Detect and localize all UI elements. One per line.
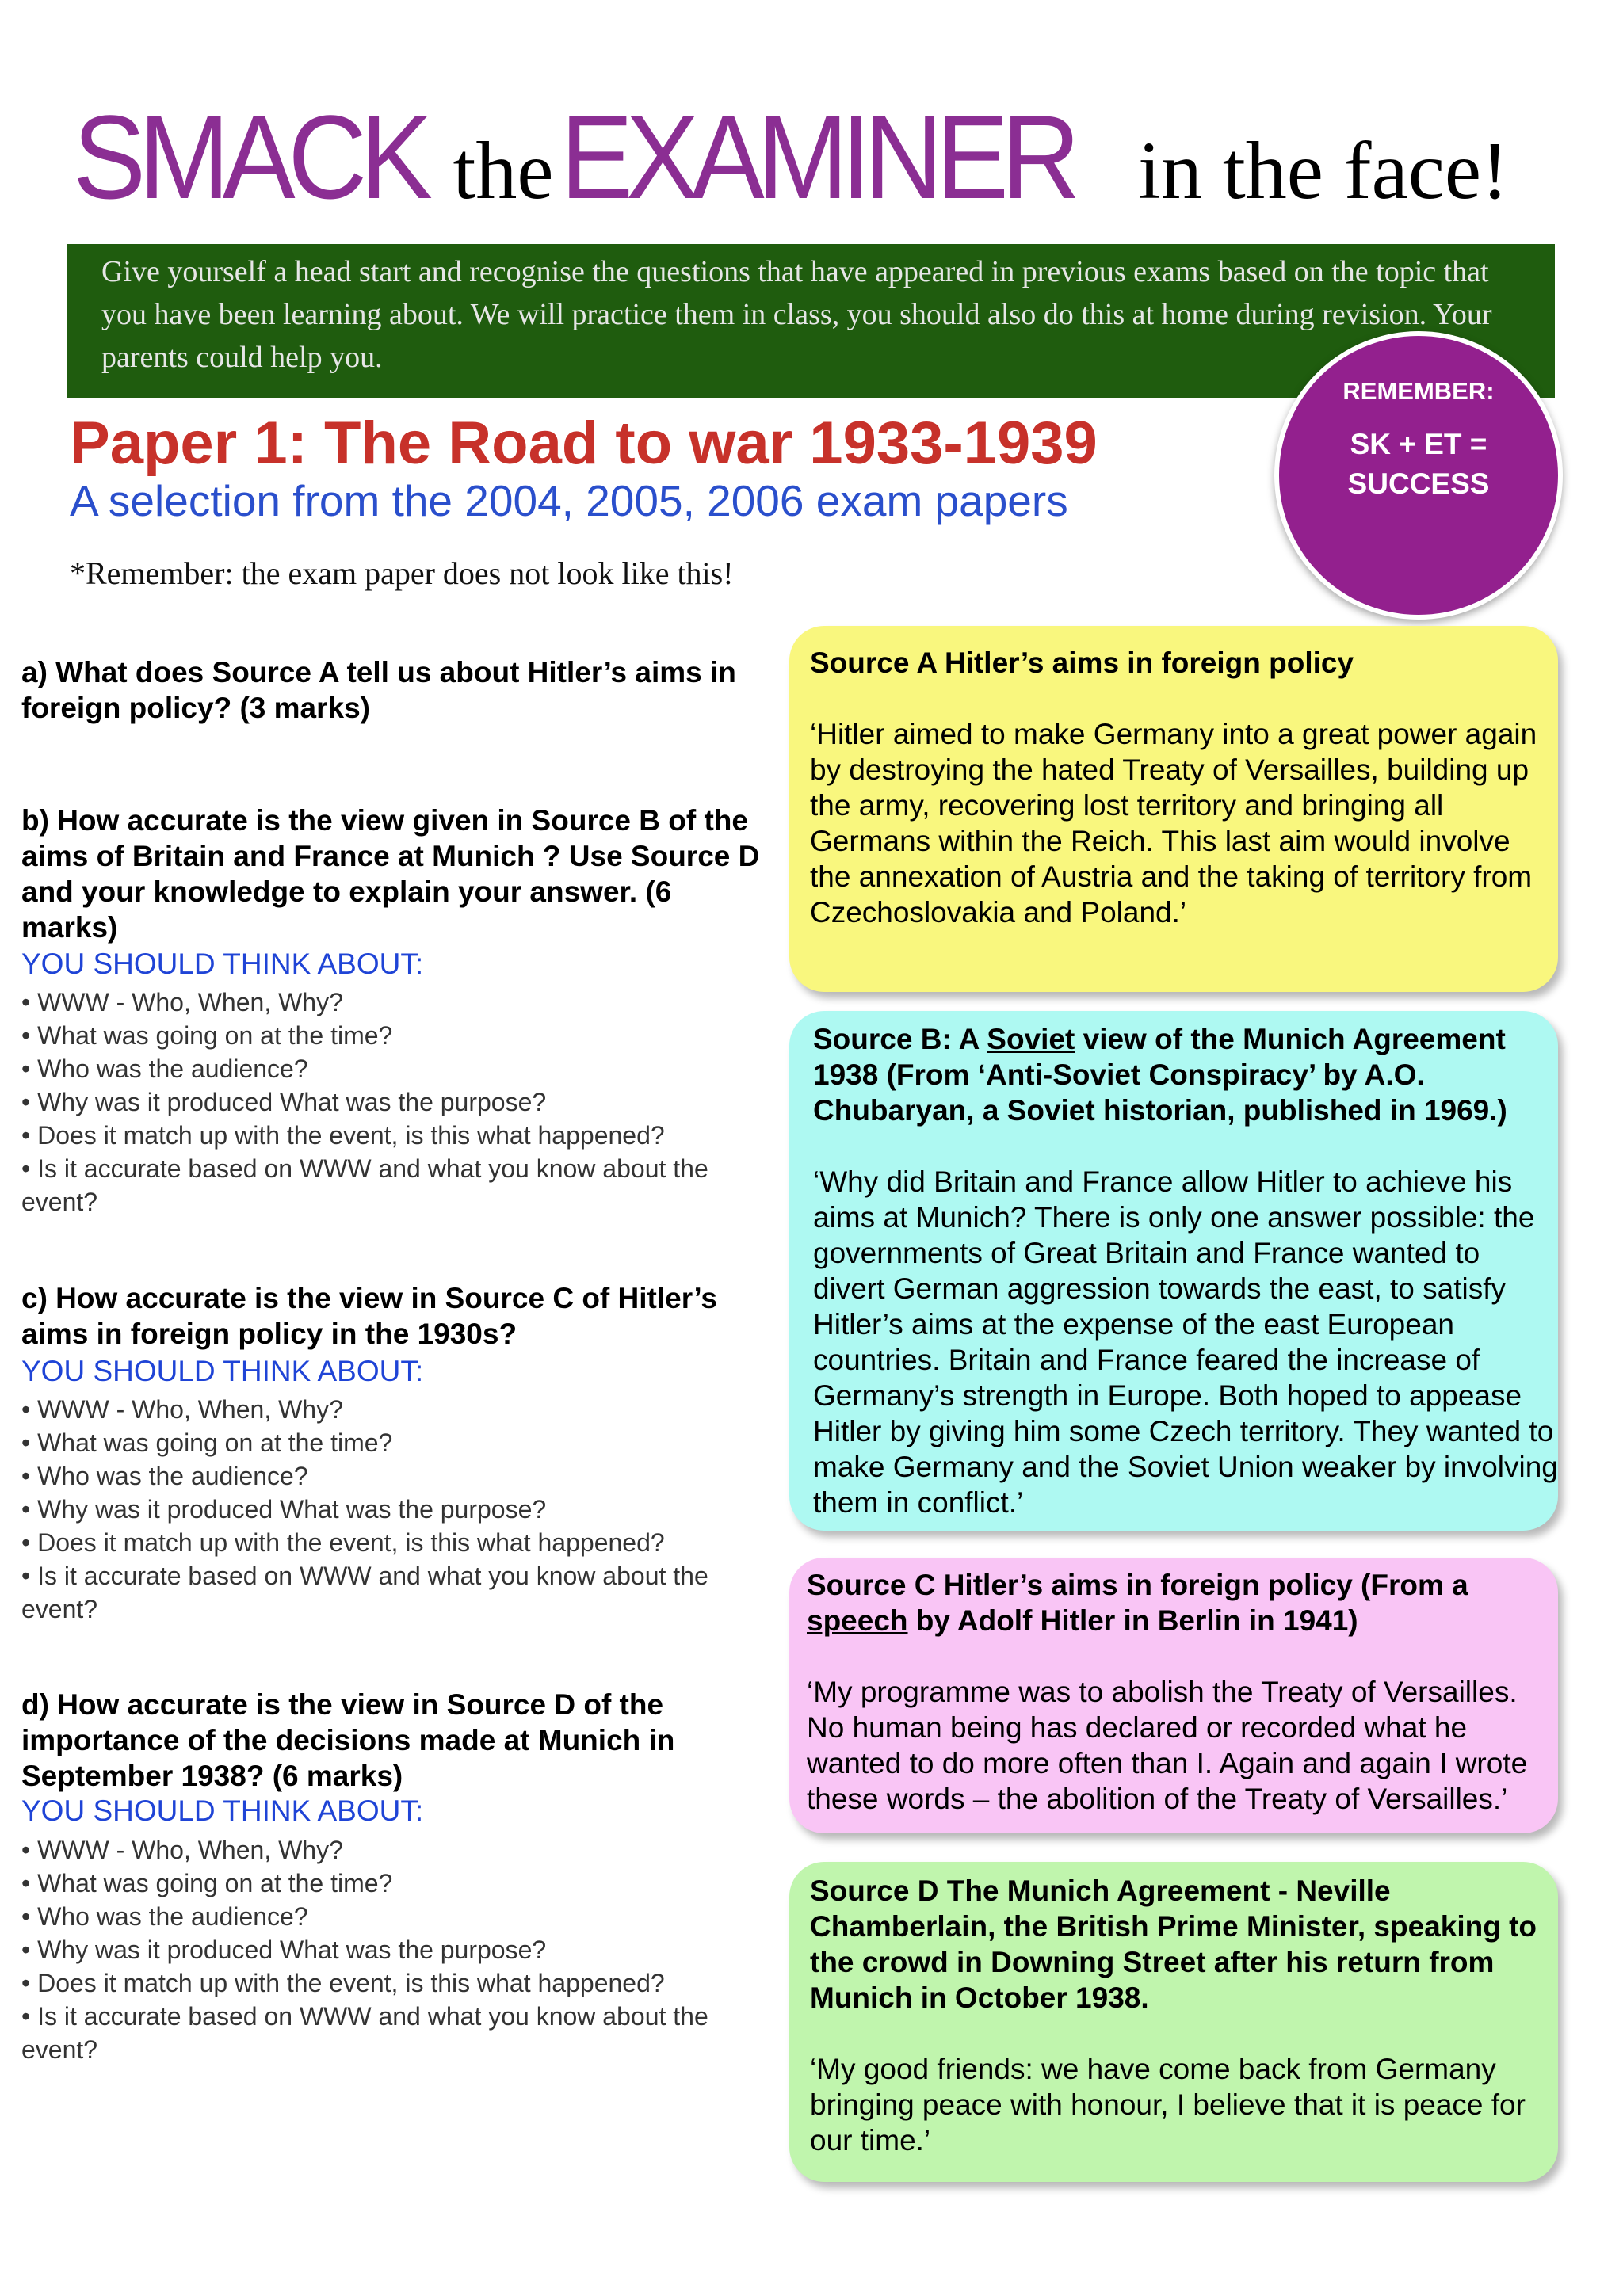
source-d-body: ‘My good friends: we have come back from Germany bringing peace with honour, I believe that it is peace for our time.’	[810, 2053, 1526, 2157]
question-d: d) How accurate is the view in Source D of the importance of the decisions made at Munich in September 1938? (6 marks)	[21, 1688, 675, 1792]
list-item: • WWW - Who, When, Why?	[21, 986, 750, 1019]
source-d-content	[810, 1873, 1558, 2158]
remember-badge-formula	[1277, 425, 1560, 504]
source-b-heading: Source B: A Soviet view of the Munich Agreement 1938 (From ‘Anti-Soviet Conspiracy’ by A.O. Chubaryan, a Soviet historian, published in 1969.)	[813, 1023, 1507, 1127]
list-item: • Why was it produced What was the purpose?	[21, 1085, 750, 1119]
list-item: • WWW - Who, When, Why?	[21, 1833, 750, 1867]
source-b-content	[813, 1021, 1558, 1520]
list-item: • What was going on at the time?	[21, 1019, 750, 1052]
source-a-body: ‘Hitler aimed to make Germany into a great power again by destroying the hated Treaty of Versailles, building up the army, recovering lost territory and bringing all Germans within the Reich. This last aim would involve the annexation of Austria and the taking of territory from Czechoslovakia and Poland.’	[810, 718, 1537, 929]
question-b: b) How accurate is the view given in Source B of the aims of Britain and France at Munich ? Use Source D and your knowledge to explain your answer. (6 marks)	[21, 804, 760, 944]
source-d-heading: Source D The Munich Agreement - Neville Chamberlain, the British Prime Minister, speaking to the crowd in Downing Street after his return from Munich in October 1938.	[810, 1875, 1537, 2014]
list-item: • Why was it produced What was the purpose?	[21, 1933, 750, 1966]
think-about-list-b	[21, 986, 750, 1219]
title-the: the	[453, 125, 554, 216]
source-c-body: ‘My programme was to abolish the Treaty of Versailles. No human being has declared or recorded what he wanted to do more often than I. Again and again I wrote these words – the abolition of the Treaty of Versailles.’	[807, 1676, 1528, 1815]
list-item: • Why was it produced What was the purpose?	[21, 1493, 750, 1526]
list-item: • What was going on at the time?	[21, 1426, 750, 1459]
list-item: • Is it accurate based on WWW and what you know about the event?	[21, 1559, 750, 1626]
list-item: • Who was the audience?	[21, 1052, 750, 1085]
think-about-list-d	[21, 1833, 750, 2066]
source-c-content	[807, 1567, 1552, 1817]
source-c-heading: Source C Hitler’s aims in foreign policy (From a speech by Adolf Hitler in Berlin in 1941)	[807, 1569, 1468, 1637]
think-about-label-d: YOU SHOULD THINK ABOUT:	[21, 1794, 424, 1827]
page-title	[73, 89, 1509, 223]
remember-note: *Remember: the exam paper does not look like this!	[70, 555, 734, 591]
question-a: a) What does Source A tell us about Hitler’s aims in foreign policy? (3 marks)	[21, 656, 736, 724]
remember-badge-line2: SUCCESS	[1347, 467, 1490, 500]
list-item: • What was going on at the time?	[21, 1867, 750, 1900]
think-about-label-b: YOU SHOULD THINK ABOUT:	[21, 948, 424, 980]
list-item: • WWW - Who, When, Why?	[21, 1393, 750, 1426]
paper-subtitle: A selection from the 2004, 2005, 2006 exam papers	[70, 476, 1068, 525]
paper-title: Paper 1: The Road to war 1933-1939	[70, 410, 1098, 477]
list-item: • Does it match up with the event, is this what happened?	[21, 1526, 750, 1559]
list-item: • Who was the audience?	[21, 1459, 750, 1493]
list-item: • Is it accurate based on WWW and what you know about the event?	[21, 2000, 750, 2066]
list-item: • Does it match up with the event, is this what happened?	[21, 1119, 750, 1152]
remember-badge-line1: SK + ET =	[1350, 428, 1487, 460]
think-about-list-c	[21, 1393, 750, 1626]
title-examiner: EXAMINER	[559, 90, 1073, 223]
intro-banner-text: Give yourself a head start and recognise the questions that have appeared in previous exams based on the topic that you have been learning about. We will practice them in class, you should also do this at home during revision. Your parents could help you.	[101, 255, 1492, 374]
title-in-the-face: in the face!	[1137, 125, 1509, 216]
think-about-label-c: YOU SHOULD THINK ABOUT:	[21, 1355, 424, 1387]
list-item: • Who was the audience?	[21, 1900, 750, 1933]
list-item: • Does it match up with the event, is this what happened?	[21, 1966, 750, 2000]
list-item: • Is it accurate based on WWW and what you know about the event?	[21, 1152, 750, 1219]
title-smack: SMACK	[73, 90, 426, 223]
question-c: c) How accurate is the view in Source C of Hitler’s aims in foreign policy in the 1930s?	[21, 1282, 717, 1350]
remember-badge-label: REMEMBER:	[1342, 377, 1495, 405]
source-a-content	[810, 645, 1539, 930]
source-b-body: ‘Why did Britain and France allow Hitler to achieve his aims at Munich? There is only one answer possible: the governments of Great Britain and France wanted to divert German aggression towards the east, to satisfy Hitler’s aims at the expense of the east European countries. Britain and France feared the increase of Germany’s strength in Europe. Both hoped to appease Hitler by giving him some Czech territory. They wanted to make Germany and the Soviet Union weaker by involving them in conflict.’	[813, 1165, 1558, 1519]
source-a-heading: Source A Hitler’s aims in foreign policy	[810, 646, 1354, 679]
